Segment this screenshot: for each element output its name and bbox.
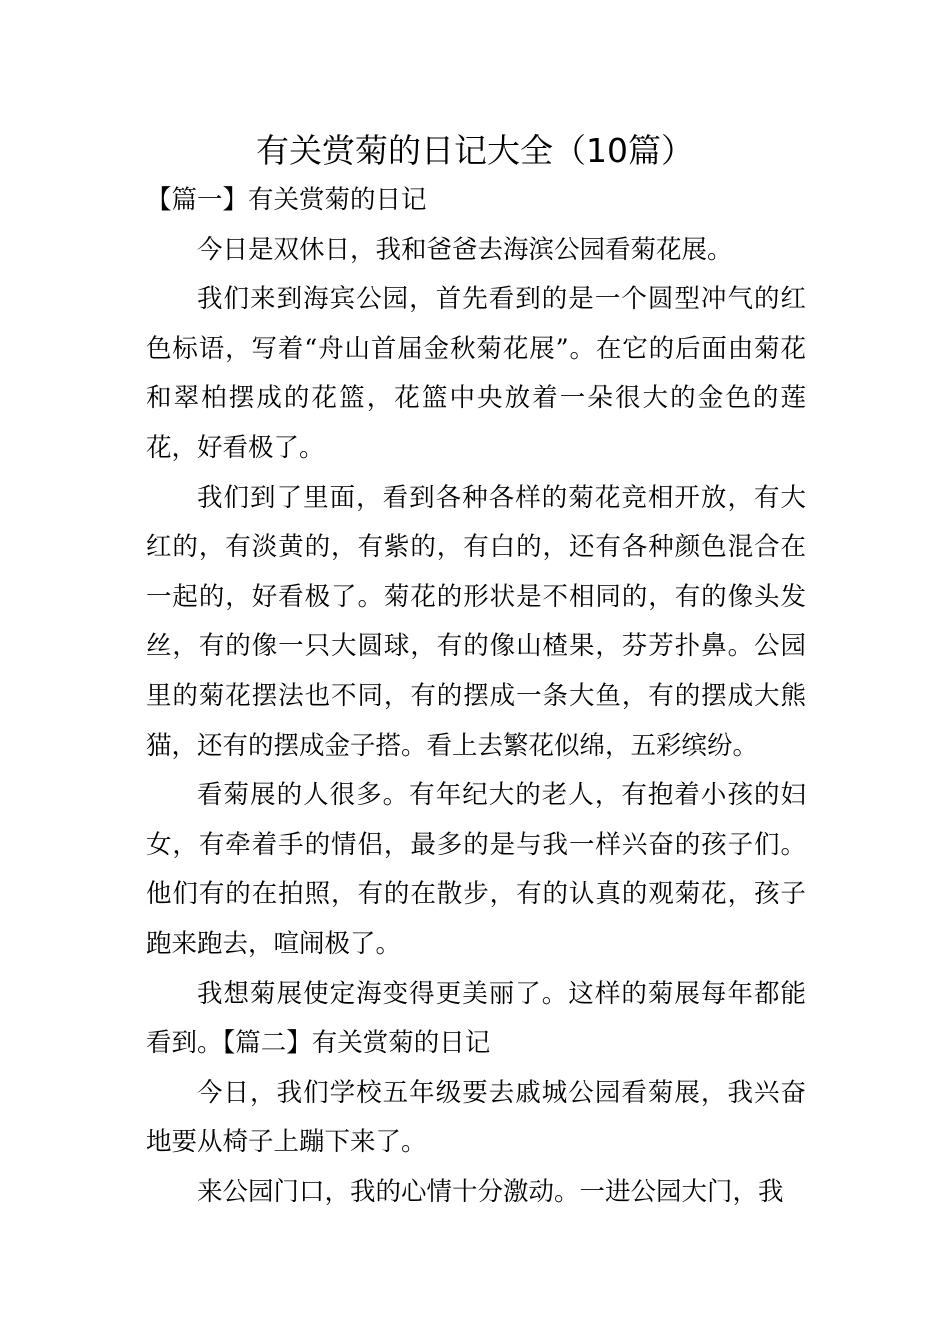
paragraph: 我想菊展使定海变得更美丽了。这样的菊展每年都能看到。【篇二】有关赏菊的日记 xyxy=(146,978,806,1059)
document-title: 有关赏菊的日记大全（10篇） xyxy=(256,131,694,170)
paragraph: 看菊展的人很多。有年纪大的老人，有抱着小孩的妇女，有牵着手的情侣，最多的是与我一样兴奋的孩子们。他们有的在拍照，有的在散步，有的认真的观菊花，孩子跑来跑去，喧闹极了。 xyxy=(146,780,806,959)
section-heading: 【篇一】有关赏菊的日记 xyxy=(146,185,427,215)
paragraph: 我们到了里面，看到各种各样的菊花竞相开放，有大红的，有淡黄的，有紫的，有白的，还有各种颜色混合在一起的，好看极了。菊花的形状是不相同的，有的像头发丝，有的像一只大圆球，有的像山楂果，芬芳扑鼻。公园里的菊花摆法也不同，有的摆成一条大鱼，有的摆成大熊猫，还有的摆成金子搭。看上去繁花似绵，五彩缤纷。 xyxy=(146,482,806,761)
paragraph: 今日是双休日，我和爸爸去海滨公园看菊花展。 xyxy=(197,234,733,265)
paragraph: 今日，我们学校五年级要去戚城公园看菊展，我兴奋地要从椅子上蹦下来了。 xyxy=(146,1077,806,1158)
paragraph: 来公园门口，我的心情十分激动。一进公园大门，我 xyxy=(197,1176,784,1207)
paragraph: 我们来到海宾公园，首先看到的是一个圆型冲气的红色标语，写着“舟山首届金秋菊花展”。在它的后面由菊花和翠柏摆成的花篮，花篮中央放着一朵很大的金色的莲花，好看极了。 xyxy=(146,284,806,463)
document-body xyxy=(146,176,806,1217)
